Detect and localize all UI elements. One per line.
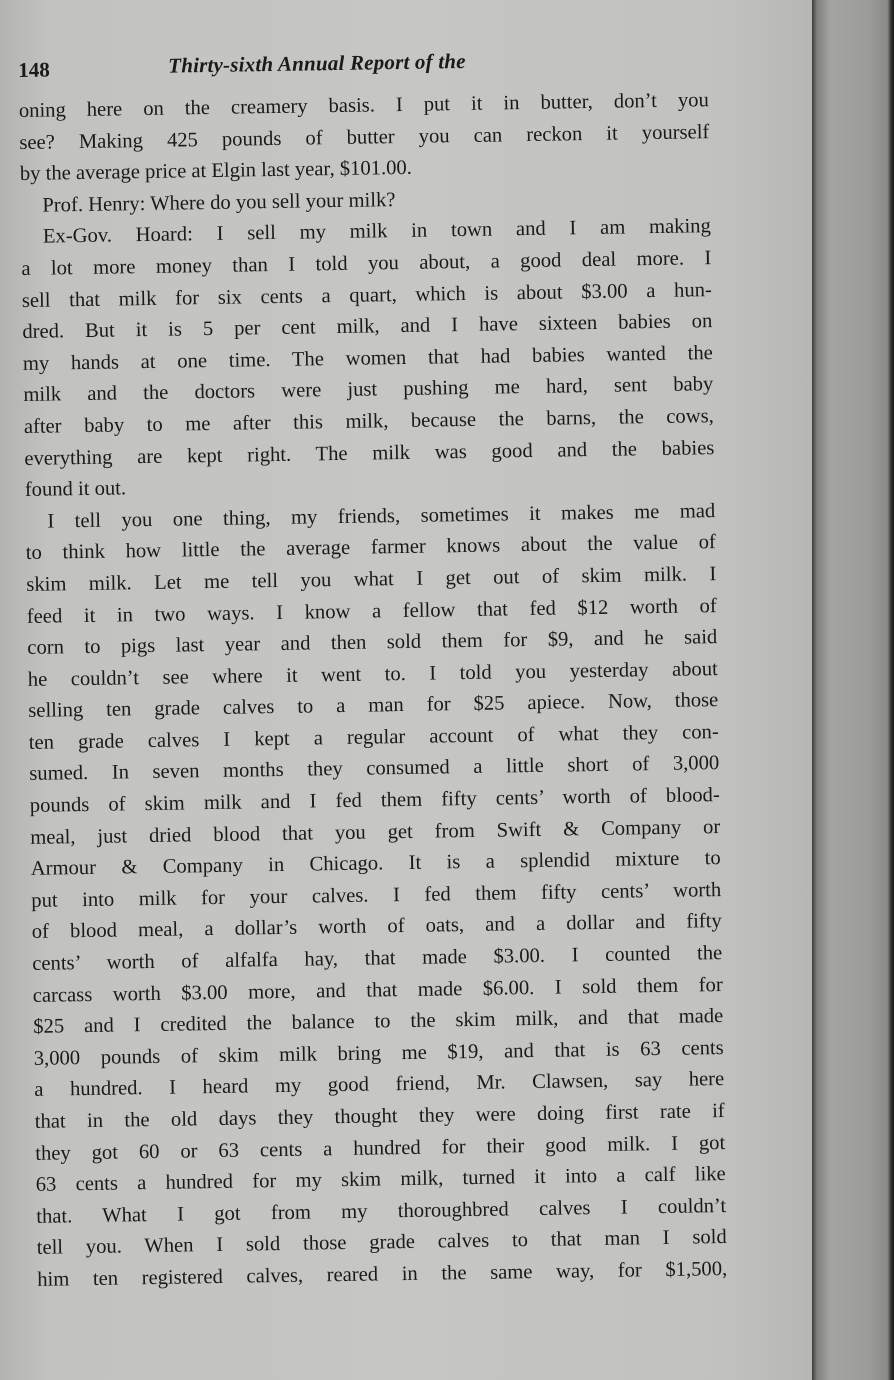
text-line: meal, just dried blood that you get from Swift & Company or	[30, 815, 721, 849]
text-line: a lot more money than I told you about, a good deal more. I	[21, 247, 712, 280]
page-number: 148	[18, 57, 50, 82]
text-line: skim milk. Let me tell you what I get out of skim milk. I	[26, 563, 717, 596]
text-line: oning here on the creamery basis. I put it in butter, don’t you	[18, 89, 709, 122]
book-gutter	[812, 0, 894, 1380]
text-line: they got 60 or 63 cents a hundred for their good milk. I got	[35, 1131, 726, 1165]
text-line: him ten registered calves, reared in the same way, for $1,500,	[37, 1257, 728, 1291]
text-line: found it out.	[24, 477, 127, 502]
text-line: sumed. In seven months they consumed a little short of 3,000	[29, 752, 720, 786]
text-line: 3,000 pounds of skim milk bring me $19, and that is 63 cents	[33, 1036, 724, 1070]
text-line: 63 cents a hundred for my skim milk, turned it into a calf like	[35, 1163, 726, 1197]
text-line: a hundred. I heard my good friend, Mr. Clawsen, say here	[34, 1068, 725, 1102]
text-line: Armour & Company in Chicago. It is a splendid mixture to	[30, 847, 721, 881]
text-line: of blood meal, a dollar’s worth of oats, and a dollar and fifty	[31, 910, 722, 944]
text-line: ten grade calves I kept a regular account of what they con-	[28, 720, 719, 754]
text-line: carcass worth $3.00 more, and that made $6.00. I sold them for	[32, 973, 723, 1007]
text-line: $25 and I credited the balance to the skim milk, and that made	[33, 1005, 724, 1039]
running-title: Thirty-sixth Annual Report of the	[168, 48, 466, 78]
text-line: dred. But it is 5 per cent milk, and I have sixteen babies on	[22, 310, 713, 344]
text-line: feed it in two ways. I know a fellow that fed $12 worth of	[26, 594, 717, 628]
text-line: by the average price at Elgin last year, $101.00.	[19, 157, 413, 186]
text-line: milk and the doctors were just pushing me hard, sent baby	[23, 373, 714, 407]
body-text	[19, 85, 728, 1296]
text-line: I tell you one thing, my friends, sometimes it makes me mad	[47, 499, 716, 533]
text-line: to think how little the average farmer knows about the value of	[25, 531, 716, 565]
text-line: that. What I got from my thoroughbred calves I couldn’t	[36, 1194, 727, 1228]
page-text-block	[18, 43, 727, 1296]
text-line: put into milk for your calves. I fed them fifty cents’ worth	[31, 878, 722, 912]
text-line: everything are kept right. The milk was good and the babies	[24, 436, 715, 470]
text-line: corn to pigs last year and then sold them for $9, and he said	[27, 626, 718, 660]
text-line: he couldn’t see where it went to. I told you yesterday about	[27, 657, 718, 691]
text-line: cents’ worth of alfalfa hay, that made $3.00. I counted the	[32, 942, 723, 975]
text-line: sell that milk for six cents a quart, which is about $3.00 a hun-	[21, 278, 712, 312]
text-line: tell you. When I sold those grade calves to that man I sold	[36, 1226, 727, 1260]
text-line: selling ten grade calves to a man for $25 apiece. Now, those	[28, 689, 719, 723]
text-line: Ex-Gov. Hoard: I sell my milk in town and I am making	[42, 215, 711, 249]
text-line: see? Making 425 pounds of butter you can reckon it yourself	[19, 120, 710, 154]
text-line: after baby to me after this milk, because the barns, the cows,	[23, 405, 714, 438]
text-line: pounds of skim milk and I fed them fifty cents’ worth of blood-	[29, 784, 720, 817]
text-line: Prof. Henry: Where do you sell your milk?	[42, 188, 396, 217]
text-line: my hands at one time. The women that had babies wanted the	[22, 341, 713, 375]
text-line: that in the old days they thought they were doing first rate if	[34, 1100, 725, 1133]
